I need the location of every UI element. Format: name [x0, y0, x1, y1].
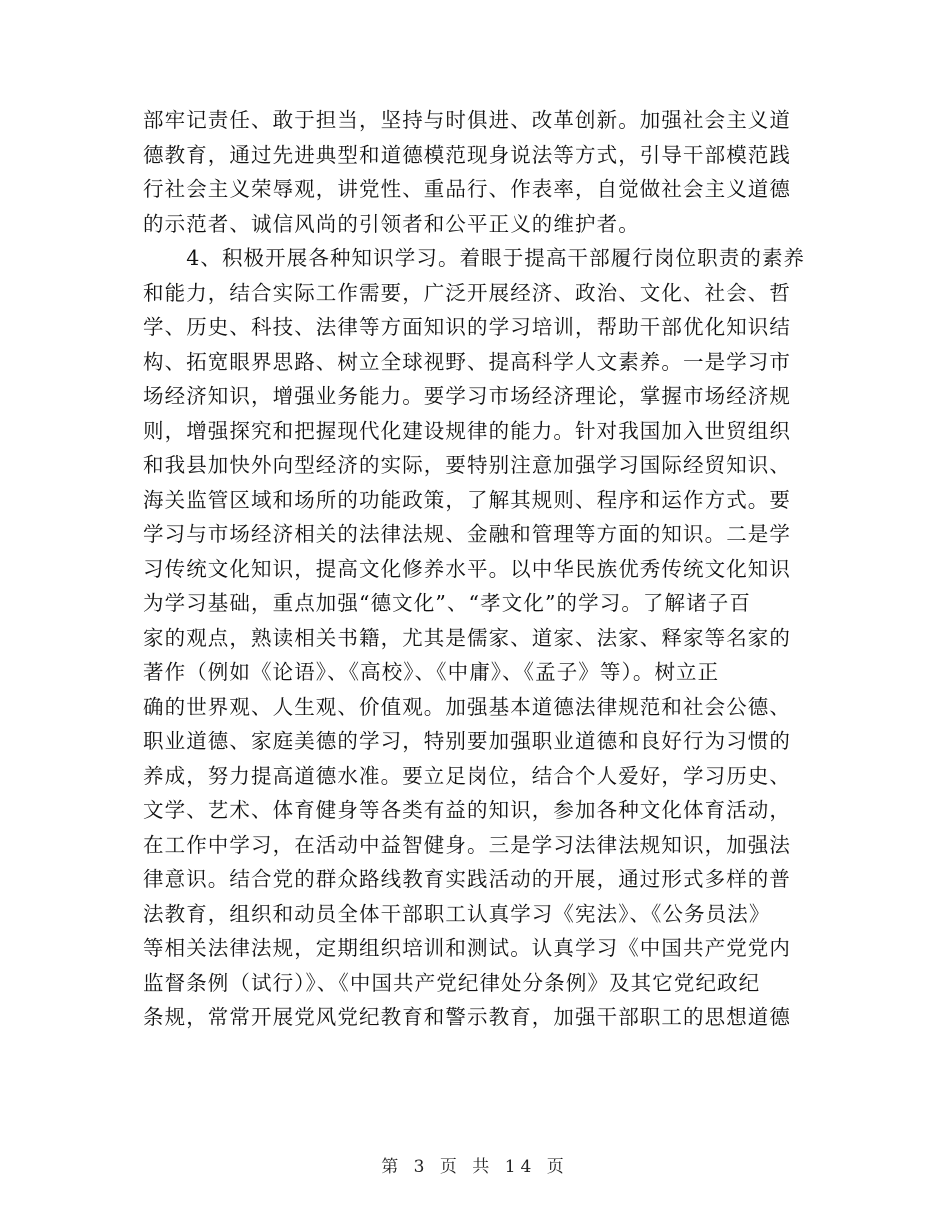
- text-line: 海关监管区域和场所的功能政策，了解其规则、程序和运作方式。要: [143, 487, 791, 512]
- text-line: 法教育，组织和动员全体干部职工认真学习《宪法》、《公务员法》: [143, 901, 771, 926]
- text-line: 行社会主义荣辱观，讲党性、重品行、作表率，自觉做社会主义道德: [143, 177, 791, 201]
- body-text: [143, 103, 806, 1035]
- text-line: 则，增强探究和把握现代化建设规律的能力。针对我国加入世贸组织: [143, 418, 791, 443]
- text-line: 确的世界观、人生观、价值观。加强基本道德法律规范和社会公德、: [143, 694, 791, 719]
- text-line: 为学习基础，重点加强“德文化”、“孝文化”的学习。了解诸子百: [143, 591, 751, 615]
- text-line: 著作（例如《论语》、《高校》、《中庸》、《孟子》等）。树立正: [143, 660, 720, 684]
- text-line: 和我县加快外向型经济的实际，要特别注意加强学习国际经贸知识、: [143, 453, 791, 477]
- text-line: 4、积极开展各种知识学习。着眼于提高干部履行岗位职责的素养: [143, 246, 806, 270]
- text-line: 文学、艺术、体育健身等各类有益的知识，参加各种文化体育活动，: [143, 798, 791, 822]
- page-number-footer: 第 3 页 共 14 页: [381, 1157, 569, 1177]
- text-line: 等相关法律法规，定期组织培训和测试。认真学习《中国共产党党内: [143, 936, 791, 960]
- text-line: 部牢记责任、敢于担当，坚持与时俱进、改革创新。加强社会主义道: [143, 108, 791, 132]
- text-line: 职业道德、家庭美德的学习，特别要加强职业道德和良好行为习惯的: [143, 729, 791, 753]
- text-line: 习传统文化知识，提高文化修养水平。以中华民族优秀传统文化知识: [143, 556, 791, 581]
- text-line: 构、拓宽眼界思路、树立全球视野、提高科学人文素养。一是学习市: [143, 349, 791, 374]
- text-line: 学习与市场经济相关的法律法规、金融和管理等方面的知识。二是学: [143, 522, 791, 546]
- text-line: 德教育，通过先进典型和道德模范现身说法等方式，引导干部模范践: [143, 142, 791, 167]
- text-line: 的示范者、诚信风尚的引领者和公平正义的维护者。: [143, 211, 640, 236]
- text-line: 条规，常常开展党风党纪教育和警示教育，加强干部职工的思想道德: [143, 1005, 791, 1029]
- text-line: 养成，努力提高道德水准。要立足岗位，结合个人爱好，学习历史、: [143, 763, 791, 788]
- text-line: 家的观点，熟读相关书籍，尤其是儒家、道家、法家、释家等名家的: [143, 625, 791, 650]
- text-line: 学、历史、科技、法律等方面知识的学习培训，帮助干部优化知识结: [143, 315, 791, 339]
- text-line: 律意识。结合党的群众路线教育实践活动的开展，通过形式多样的普: [143, 867, 791, 891]
- text-line: 和能力，结合实际工作需要，广泛开展经济、政治、文化、社会、哲: [143, 280, 791, 305]
- text-line: 监督条例（试行）》、《中国共产党纪律处分条例》及其它党纪政纪: [143, 970, 761, 995]
- text-line: 场经济知识，增强业务能力。要学习市场经济理论，掌握市场经济规: [143, 384, 791, 408]
- text-line: 在工作中学习，在活动中益智健身。三是学习法律法规知识，加强法: [143, 832, 791, 857]
